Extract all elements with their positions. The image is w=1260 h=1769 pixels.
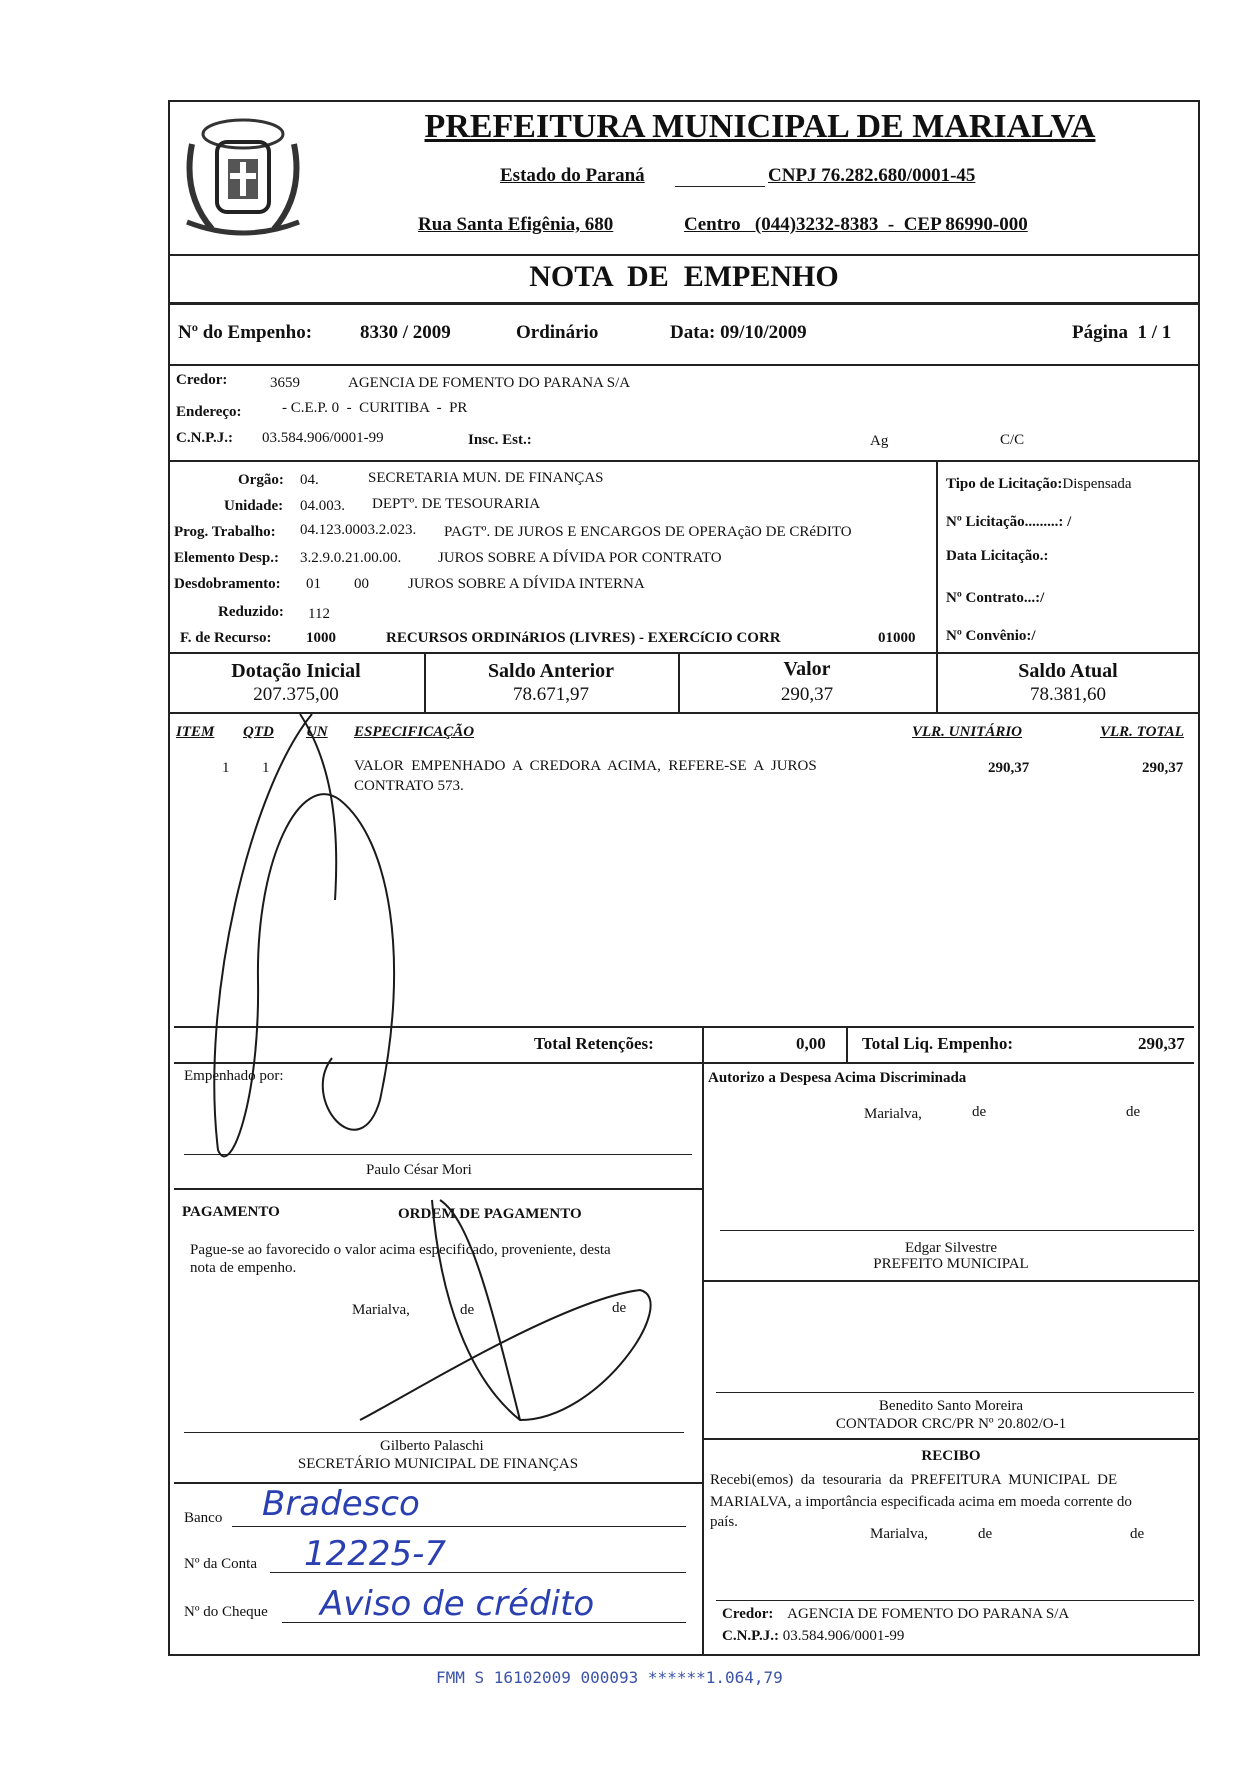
red-value: 112 [308, 606, 330, 622]
total-liq-label: Total Liq. Empenho: [862, 1034, 1013, 1053]
rec-desc: RECURSOS ORDINáRIOS (LIVRES) - EXERCíCIO CORR [386, 630, 781, 646]
cnpj-value: 03.584.906/0001-99 [262, 430, 384, 446]
unidade-label: Unidade: [224, 498, 284, 514]
endereco-label: Endereço: [176, 404, 242, 420]
col-item: ITEM [176, 724, 215, 740]
saldo-atual-label: Saldo Atual [1018, 660, 1118, 682]
cnpj-label: C.N.P.J.: [176, 430, 233, 446]
orgao-desc: SECRETARIA MUN. DE FINANÇAS [368, 470, 604, 486]
lic-data: Data Licitação.: [946, 548, 1049, 564]
unidade-desc: DEPTº. DE TESOURARIA [372, 496, 541, 512]
prefeito-name: Edgar Silvestre [904, 1240, 998, 1256]
prefeito-role: PREFEITO MUNICIPAL [873, 1256, 1029, 1272]
recibo-cnpj-value: 03.584.906/0001-99 [782, 1628, 905, 1644]
contrato: Nº Contrato...:/ [946, 590, 1045, 606]
empenho-value: 8330 / 2009 [360, 322, 451, 343]
empenho-label: Nº do Empenho: [178, 322, 313, 343]
empenhado-label: Empenhado por: [184, 1068, 284, 1084]
pagamento-text-line1: Pague-se ao favorecido o valor acima especificado, proveniente, desta [190, 1242, 611, 1258]
header-address-rest: Centro (044)3232-8383 - CEP 86990-000 [684, 214, 1028, 235]
recibo-text-line1: Recebi(emos) da tesouraria da PREFEITURA MUNICIPAL DE [710, 1472, 1118, 1488]
elem-label: Elemento Desp.: [174, 550, 279, 566]
header-cnpj: CNPJ 76.282.680/0001-45 [768, 165, 976, 186]
header-title: PREFEITURA MUNICIPAL DE MARIALVA [424, 108, 1096, 145]
orgao-code: 04. [300, 472, 319, 488]
recibo-de1: de [978, 1526, 993, 1542]
total-retencoes-value: 0,00 [796, 1034, 826, 1053]
item-total-price: 290,37 [1142, 760, 1184, 776]
rec-label: F. de Recurso: [180, 630, 272, 646]
empenho-type: Ordinário [516, 322, 599, 343]
unidade-code: 04.003. [300, 498, 345, 514]
pagamento-place: Marialva, [352, 1302, 410, 1318]
contador-role: CONTADOR CRC/PR Nº 20.802/O-1 [835, 1416, 1067, 1432]
credor-code: 3659 [270, 375, 300, 391]
autorizo-de2: de [1126, 1104, 1141, 1120]
pagamento-de1: de [460, 1302, 475, 1318]
elem-desc: JUROS SOBRE A DÍVIDA POR CONTRATO [438, 550, 722, 566]
lic-tipo-value: Dispensada [1062, 476, 1132, 492]
conta-handwritten-value: 12225-7 [304, 1534, 447, 1574]
credor-name: AGENCIA DE FOMENTO DO PARANA S/A [348, 375, 631, 391]
recibo-cnpj-label: C.N.P.J.: [722, 1628, 779, 1644]
desd-code1: 01 [306, 576, 321, 592]
banco-label: Banco [184, 1510, 223, 1526]
bottom-stamp: FMM S 16102009 000093 ******1.064,79 [436, 1668, 783, 1687]
recibo-credor-label: Credor: [722, 1606, 774, 1622]
desd-code2: 00 [354, 576, 369, 592]
cheque-handwritten-value: Aviso de crédito [320, 1584, 595, 1624]
recibo-text-line2: MARIALVA, a importância especificada acima em moeda corrente do [710, 1494, 1132, 1510]
lic-tipo-label: Tipo de Licitação: [946, 476, 1063, 492]
valor-label: Valor [783, 658, 831, 680]
header-state: Estado do Paraná [500, 165, 645, 186]
recibo-text-line3: país. [710, 1514, 738, 1530]
orgao-label: Orgão: [238, 472, 284, 488]
desd-label: Desdobramento: [174, 576, 281, 592]
dotacao-inicial-label: Dotação Inicial [231, 660, 361, 682]
autorizo-place: Marialva, [864, 1106, 922, 1122]
contador-name: Benedito Santo Moreira [878, 1398, 1024, 1414]
rec-extra: 01000 [878, 630, 916, 646]
prog-code: 04.123.0003.2.023. [300, 522, 417, 538]
elem-code: 3.2.9.0.21.00.00. [300, 550, 402, 566]
page-indicator: Página 1 / 1 [1072, 322, 1172, 343]
endereco-value: - C.E.P. 0 - CURITIBA - PR [282, 400, 468, 416]
autorizo-label: Autorizo a Despesa Acima Discriminada [708, 1070, 967, 1086]
pagamento-label: PAGAMENTO [182, 1204, 280, 1220]
dotacao-inicial-value: 207.375,00 [253, 684, 339, 705]
item-qtd: 1 [262, 760, 270, 776]
item-spec-line1: VALOR EMPENHADO A CREDORA ACIMA, REFERE-SE A JUROS [354, 758, 817, 774]
doc-title: NOTA DE EMPENHO [529, 260, 839, 293]
prog-desc: PAGTº. DE JUROS E ENCARGOS DE OPERAçãO DE CRéDITO [444, 524, 852, 540]
saldo-atual-value: 78.381,60 [1030, 684, 1106, 705]
secretario-role: SECRETÁRIO MUNICIPAL DE FINANÇAS [297, 1456, 579, 1472]
cheque-label: Nº do Cheque [184, 1604, 268, 1620]
rec-code: 1000 [306, 630, 336, 646]
recibo-credor-value: AGENCIA DE FOMENTO DO PARANA S/A [787, 1606, 1070, 1622]
ordem-pagamento-label: ORDEM DE PAGAMENTO [398, 1206, 582, 1222]
col-qtd: QTD [243, 724, 274, 740]
pagamento-text-line2: nota de empenho. [190, 1260, 297, 1276]
autorizo-de1: de [972, 1104, 987, 1120]
pagamento-de2: de [612, 1300, 627, 1316]
col-spec: ESPECIFICAÇÃO [354, 724, 475, 740]
total-retencoes-label: Total Retenções: [534, 1034, 654, 1053]
desd-desc: JUROS SOBRE A DÍVIDA INTERNA [408, 576, 645, 592]
ag-label: Ag [870, 433, 889, 449]
lic-num: Nº Licitação.........: / [946, 514, 1072, 530]
item-number: 1 [222, 760, 230, 776]
empenho-date: Data: 09/10/2009 [670, 322, 807, 343]
total-liq-value: 290,37 [1138, 1034, 1185, 1053]
cc-label: C/C [1000, 432, 1025, 448]
recibo-place: Marialva, [870, 1526, 928, 1542]
col-vlr-unit: VLR. UNITÁRIO [912, 724, 1023, 740]
recibo-de2: de [1130, 1526, 1145, 1542]
saldo-anterior-label: Saldo Anterior [487, 660, 615, 682]
header-address: Rua Santa Efigênia, 680 [418, 214, 614, 235]
col-un: UN [306, 724, 328, 740]
conta-label: Nº da Conta [184, 1556, 257, 1572]
insc-label: Insc. Est.: [468, 432, 532, 448]
recibo-title: RECIBO [921, 1448, 981, 1464]
banco-handwritten-value: Bradesco [262, 1484, 420, 1524]
item-unit-price: 290,37 [988, 760, 1030, 776]
col-vlr-total: VLR. TOTAL [1100, 724, 1184, 740]
credor-label: Credor: [176, 372, 228, 388]
convenio: Nº Convênio:/ [946, 628, 1036, 644]
secretario-name: Gilberto Palaschi [380, 1438, 484, 1454]
empenhado-name: Paulo César Mori [366, 1162, 472, 1178]
item-spec-line2: CONTRATO 573. [354, 778, 464, 794]
red-label: Reduzido: [218, 604, 284, 620]
valor-value: 290,37 [780, 684, 834, 705]
saldo-anterior-value: 78.671,97 [513, 684, 589, 705]
prog-label: Prog. Trabalho: [174, 524, 276, 540]
